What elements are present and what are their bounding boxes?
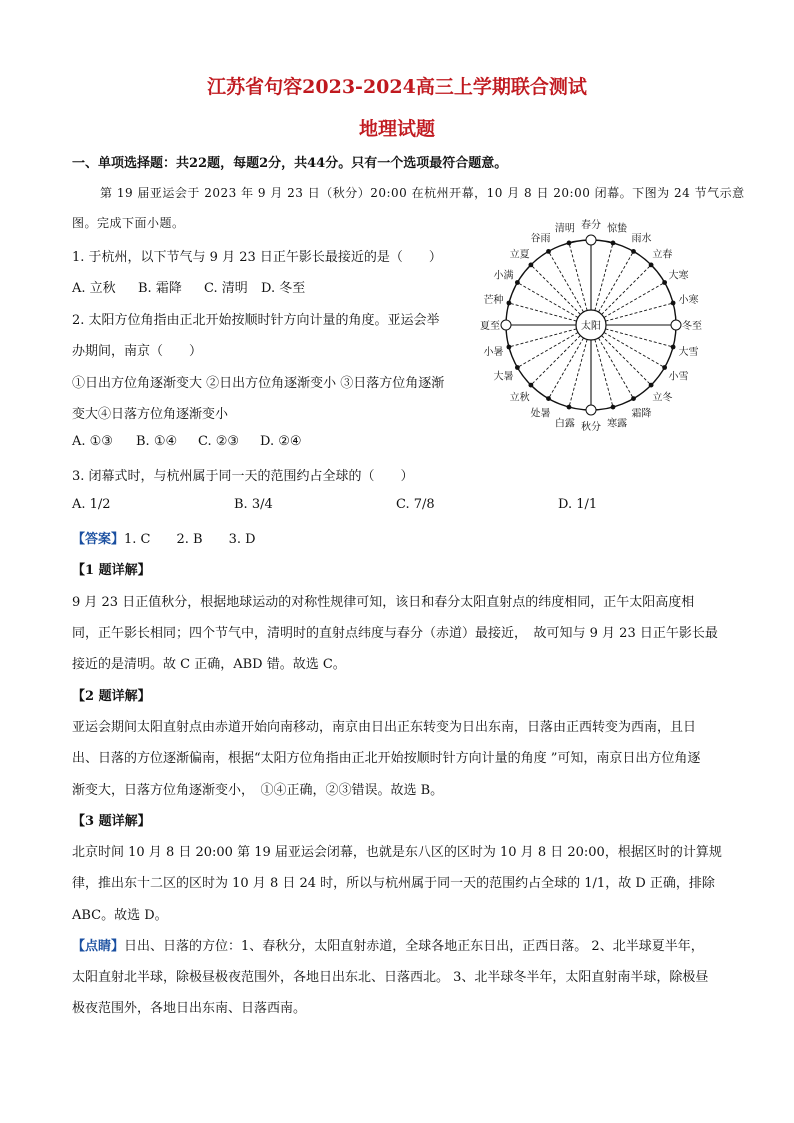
term-marker [501,320,511,330]
term-label: 大雪 [678,347,699,359]
term-marker [586,405,596,415]
term-label: 寒露 [607,418,628,430]
term-marker [546,396,551,401]
term-label: 春分 [581,220,601,231]
solar-terms-diagram [466,218,716,438]
detail-2-line: 出、日落的方位逐渐偏南，根据“太阳方位角指由正北开始按顺时针方向计量的角度 ”可知，南京日出方位角逐 [72,751,701,766]
q1-option-b: B. 霜降 [138,281,182,296]
detail-3-line: 北京时间 10 月 8 日 20:00 第 19 届亚运会闭幕，也就是东八区的区时为 10 月 8 日 20:00，根据区时的计算规 [72,845,722,860]
term-marker [567,405,572,410]
term-marker [649,262,654,267]
q2-option-c: C. ②③ [198,434,240,449]
spoke-line [604,333,665,368]
answer-2: 2. B [176,532,203,547]
intro-line-1: 第 19 届亚运会于 2023 年 9 月 23 日（秋分）20:00 在杭州开幕，10 月 8 日 20:00 闭幕。下图为 24 节气示意 [100,186,745,200]
detail-2-line: 渐变大，日落方位角逐渐变小， ①④正确，②③错误。故选 B。 [72,783,444,798]
tip-text: 日出、日落的方位：1、春秋分，太阳直射赤道，全球各地正东日出，正西日落。 2、北半球夏半年， [124,939,704,954]
term-label: 立春 [652,249,673,261]
spoke-line [549,251,584,312]
detail-1-line: 9 月 23 日正值秋分，根据地球运动的对称性规律可知，该日和春分太阳直射点的纬度相同，正午太阳高度相 [72,595,695,610]
spoke-line [569,339,587,407]
term-marker [649,383,654,388]
term-label: 白露 [554,418,575,430]
q1-option-c: C. 清明 [204,281,248,296]
spoke-line [599,338,634,399]
term-marker [506,301,511,306]
term-marker [528,262,533,267]
question-2-choices-2: 变大④日落方位角逐渐变小 [72,407,229,422]
term-label: 霜降 [631,408,652,420]
term-label: 立秋 [509,392,530,404]
answer-1: 1. C [124,532,151,547]
spoke-line [595,339,613,407]
detail-1-heading: 【1 题详解】 [72,563,151,578]
term-marker [611,240,616,245]
question-2-stem-1: 2. 太阳方位角指由正北开始按顺时针方向计量的角度。亚运会举 [72,313,440,328]
q3-option-b: B. 3/4 [234,497,273,512]
term-marker [515,280,520,285]
q1-option-d: D. 冬至 [261,281,306,296]
term-label: 小雪 [668,371,689,383]
detail-3-heading: 【3 题详解】 [72,814,151,829]
term-label: 芒种 [483,294,504,306]
term-label: 冬至 [682,321,702,332]
spoke-line [602,336,651,385]
subject-title: 地理试题 [358,118,435,140]
term-marker [662,365,667,370]
question-2-choices-1: ①日出方位角逐渐变大 ②日出方位角逐渐变小 ③日落方位角逐渐 [72,376,445,391]
q1-option-a: A. 立秋 [72,281,116,296]
spoke-line [599,251,634,312]
spoke-line [549,338,584,399]
spoke-line [602,265,651,314]
term-marker [671,301,676,306]
term-label: 小暑 [483,347,504,359]
tip-tag: 【点睛】 [72,939,125,954]
term-label: 谷雨 [530,233,551,245]
answer-tag: 【答案】 [72,532,125,547]
q3-option-d: D. 1/1 [558,497,598,512]
detail-3-line: ABC。故选 D。 [72,908,168,923]
answer-3: 3. D [228,532,256,547]
term-label: 大暑 [493,371,514,383]
spoke-line [509,329,577,347]
term-label: 立夏 [509,249,530,261]
section-heading: 一、单项选择题：共22题，每题2分，共44分。只有一个选项最符合题意。 [72,156,508,171]
spoke-line [517,283,578,318]
term-marker [611,405,616,410]
q2-option-a: A. ①③ [72,434,113,449]
tip-line: 太阳直射北半球，除极昼极夜范围外，各地日出东北、日落西北。 3、北半球冬半年，太阳直射南半球，除极昼 [72,970,709,985]
detail-1-line: 接近的是清明。故 C 正确，ABD 错。故选 C。 [72,657,346,672]
question-3-stem: 3. 闭幕式时，与杭州属于同一天的范围约占全球的（ ） [72,469,414,484]
detail-1-line: 同，正午影长相同；四个节气中，清明时的直射点纬度与春分（赤道）最接近， 故可知与 9 月 23 日正午影长最 [72,626,718,641]
term-label: 惊蛰 [607,223,628,235]
spoke-line [595,243,613,311]
q3-option-c: C. 7/8 [396,497,435,512]
sun-label: 太阳 [581,321,601,332]
term-label: 立冬 [652,392,673,404]
question-1-stem: 1. 于杭州，以下节气与 9 月 23 日正午影长最接近的是（ ） [72,250,442,265]
term-label: 清明 [554,223,575,235]
detail-3-line: 律，推出东十二区的区时为 10 月 8 日 24 时，所以与杭州属于同一天的范围约占全球的 1/1，故 D 正确，排除 [72,876,715,891]
spoke-line [605,329,673,347]
detail-2-heading: 【2 题详解】 [72,689,151,704]
q3-option-a: A. 1/2 [72,497,111,512]
spoke-line [531,265,580,314]
term-marker [528,383,533,388]
term-label: 雨水 [631,233,652,245]
answer-line [72,528,256,547]
term-label: 大寒 [668,270,689,282]
q2-option-b: B. ①④ [136,434,178,449]
term-marker [671,345,676,350]
paper-title: 江苏省句容2023-2024高三上学期联合测试 [207,76,587,98]
spoke-line [604,283,665,318]
term-marker [671,320,681,330]
term-label: 小寒 [678,294,699,306]
spoke-line [517,333,578,368]
spoke-line [531,336,580,385]
term-marker [567,240,572,245]
term-marker [546,249,551,254]
detail-2-line: 亚运会期间太阳直射点由赤道开始向南移动，南京由日出正东转变为日出东南，日落由正西转变为西南，且日 [72,720,697,735]
term-label: 处暑 [530,408,551,420]
term-label: 秋分 [581,422,601,433]
spoke-line [569,243,587,311]
term-marker [631,249,636,254]
intro-line-2: 图。完成下面小题。 [72,216,185,230]
question-2-stem-2: 办期间，南京（ ） [72,344,203,359]
tip-line: 极夜范围外，各地日出东南、日落西南。 [72,1001,307,1016]
tip-line-1 [72,935,704,954]
spoke-line [509,303,577,321]
term-marker [515,365,520,370]
spoke-line [605,303,673,321]
term-label: 夏至 [480,321,500,332]
term-label: 小满 [493,270,514,282]
term-marker [631,396,636,401]
q2-option-d: D. ②④ [260,434,302,449]
term-marker [662,280,667,285]
term-marker [586,235,596,245]
term-marker [506,345,511,350]
